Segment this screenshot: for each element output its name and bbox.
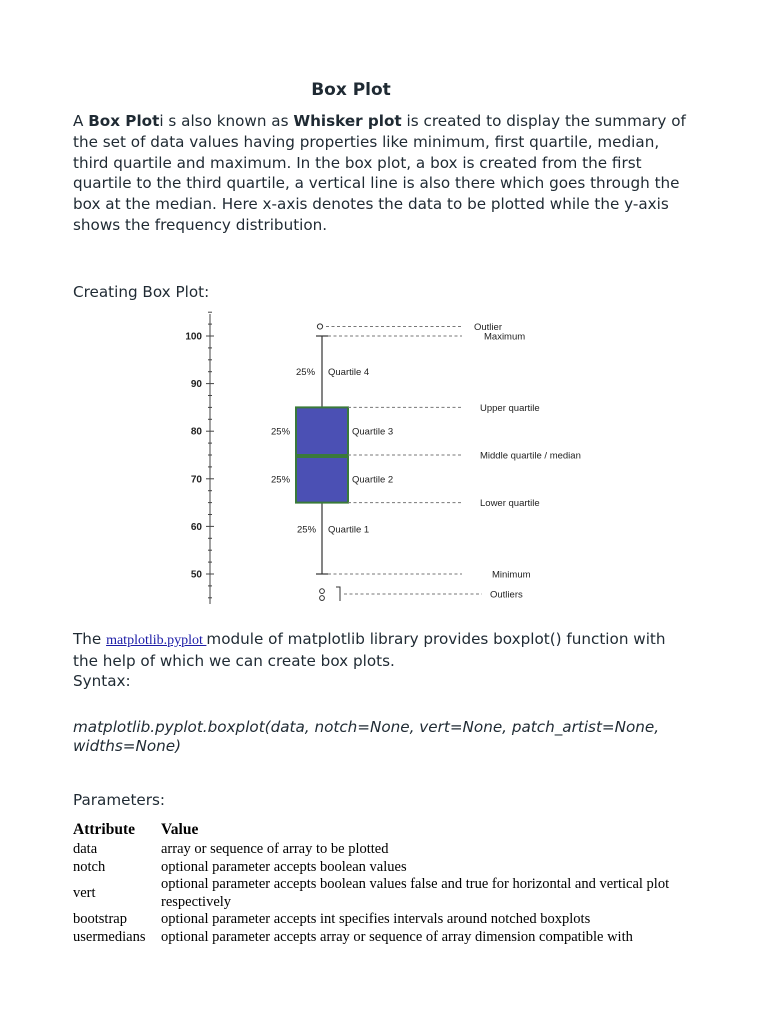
lower-box [296,457,348,503]
table-row [73,876,697,911]
parameters-label: Parameters: [73,791,166,809]
attribute-cell: bootstrap [73,911,127,927]
parameters-table [73,821,697,946]
header-attribute: Attribute [73,821,135,838]
outlier-high-marker [317,324,322,329]
page-title: Box Plot [311,80,391,100]
quartile-name-label: Quartile 4 [328,367,370,379]
table-header-row [73,821,697,841]
annotation-label: Middle quartile / median [480,450,581,462]
value-cell: optional parameter accepts array or sequence of array dimension compatible with [161,928,633,945]
table-row [73,911,697,929]
outlier-low-marker [320,589,325,594]
intro-bold-box-plot: Box Plot [88,112,160,130]
value-cell: optional parameter accepts boolean values false and true for horizontal and vertical plot respectively [161,876,670,910]
annotation-label: Outlier [474,321,502,333]
attribute-cell: notch [73,858,106,875]
y-tick-label: 60 [190,521,202,533]
matplotlib-pyplot-link[interactable]: matplotlib.pyplot [106,633,207,648]
table-row [73,859,697,877]
annotation-label: Maximum [484,331,526,343]
syntax-label: Syntax: [73,672,131,690]
intro-bold-whisker-plot: Whisker plot [293,112,402,130]
module-prefix: The [73,630,107,648]
quartile-percent-label: 25% [271,426,291,438]
creating-box-plot-heading: Creating Box Plot: [73,283,210,301]
y-tick-label: 50 [190,569,202,581]
annotation-label: Upper quartile [480,402,540,414]
box-plot-figure [150,310,610,610]
annotation-label: Outliers [490,589,523,601]
value-cell: array or sequence of array to be plotted [161,841,389,857]
value-cell: optional parameter accepts int specifies intervals around notched boxplots [161,911,591,927]
y-tick-label: 70 [190,474,202,486]
outlier-low-marker [320,596,325,601]
annotation-label: Minimum [492,569,531,581]
y-tick-label: 90 [190,379,202,391]
value-cell: optional parameter accepts boolean values [161,858,407,875]
quartile-name-label: Quartile 2 [352,474,394,486]
table-row [73,929,697,947]
box-plot-chart [150,310,610,610]
upper-box [296,407,348,455]
outliers-bracket [336,587,340,601]
quartile-percent-label: 25% [271,474,291,486]
syntax-code: matplotlib.pyplot.boxplot(data, notch=None, vert=None, patch_artist=None, widths=None) [73,718,660,755]
annotation-label: Lower quartile [480,498,540,510]
quartile-percent-label: 25% [296,367,316,379]
intro-text-1: A [73,112,89,130]
quartile-name-label: Quartile 1 [328,524,370,536]
intro-paragraph [73,111,693,236]
intro-text-2: i s also known as [159,112,294,130]
quartile-percent-label: 25% [297,524,317,536]
y-tick-label: 100 [185,331,202,343]
attribute-cell: data [73,841,98,857]
quartile-name-label: Quartile 3 [352,426,394,438]
y-tick-label: 80 [190,426,202,438]
table-row [73,841,697,859]
module-paragraph [73,629,693,672]
attribute-cell: usermedians [73,928,146,945]
module-suffix: module of matplotlib library provides boxplot() function with the help of which we can create box plots. [73,630,666,670]
header-value: Value [161,821,199,838]
intro-text-3: is created to display the summary of the set of data values having properties like minimum, first quartile, median, third quartile and maximum. In the box plot, a box is created from the first quartile to the third quartile, a vertical line is also there which goes through the box at the median. Here x-axis denotes the data to be plotted while the y-axis shows the frequency distribution. [73,112,686,234]
attribute-cell: vert [73,884,96,901]
